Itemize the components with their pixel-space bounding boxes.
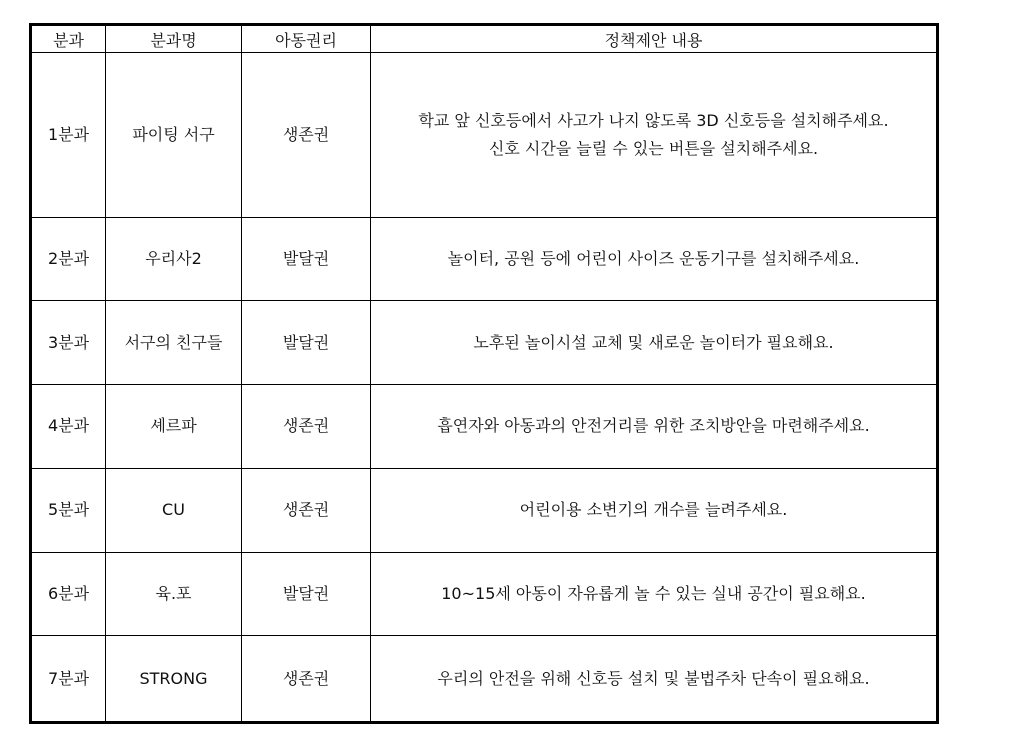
table-row <box>31 217 938 301</box>
division-cell: 2분과 <box>31 217 106 301</box>
division-cell: 4분과 <box>31 385 106 469</box>
division-name-cell: 우리사2 <box>106 217 242 301</box>
table-row <box>31 301 938 385</box>
header-division: 분과 <box>31 25 106 53</box>
division-name-cell: STRONG <box>106 636 242 723</box>
division-cell: 3분과 <box>31 301 106 385</box>
proposal-line: 노후된 놀이시설 교체 및 새로운 놀이터가 필요해요. <box>473 332 834 352</box>
proposal-line: 놀이터, 공원 등에 어린이 사이즈 운동기구를 설치해주세요. <box>447 248 860 268</box>
proposal-cell <box>371 636 938 723</box>
proposal-line: 10~15세 아동이 자유롭게 놀 수 있는 실내 공간이 필요해요. <box>441 583 866 603</box>
proposal-cell <box>371 552 938 636</box>
policy-proposal-table <box>29 23 939 724</box>
header-child-right: 아동권리 <box>242 25 371 53</box>
table-row <box>31 468 938 552</box>
proposal-cell <box>371 468 938 552</box>
division-name-cell: 서구의 친구들 <box>106 301 242 385</box>
division-cell: 1분과 <box>31 53 106 218</box>
table-row <box>31 385 938 469</box>
proposal-line: 흡연자와 아동과의 안전거리를 위한 조치방안을 마련해주세요. <box>437 416 870 436</box>
proposal-line: 신호 시간을 늘릴 수 있는 버튼을 설치해주세요. <box>488 138 819 158</box>
child-right-cell: 발달권 <box>242 552 371 636</box>
header-division-name: 분과명 <box>106 25 242 53</box>
child-right-cell: 발달권 <box>242 301 371 385</box>
proposal-cell <box>371 53 938 218</box>
header-row <box>31 25 938 53</box>
policy-proposal-table-wrapper <box>29 23 936 724</box>
table-row <box>31 636 938 723</box>
child-right-cell: 생존권 <box>242 636 371 723</box>
proposal-line: 어린이용 소변기의 개수를 늘려주세요. <box>519 500 788 520</box>
division-name-cell: 셰르파 <box>106 385 242 469</box>
proposal-cell <box>371 217 938 301</box>
child-right-cell: 생존권 <box>242 53 371 218</box>
table-body <box>31 53 938 723</box>
table-row <box>31 53 938 218</box>
division-cell: 6분과 <box>31 552 106 636</box>
header-proposal: 정책제안 내용 <box>371 25 938 53</box>
proposal-cell <box>371 301 938 385</box>
child-right-cell: 생존권 <box>242 468 371 552</box>
proposal-cell <box>371 385 938 469</box>
division-name-cell: 육.포 <box>106 552 242 636</box>
division-name-cell: 파이팅 서구 <box>106 53 242 218</box>
division-name-cell: CU <box>106 468 242 552</box>
proposal-line: 우리의 안전을 위해 신호등 설치 및 불법주차 단속이 필요해요. <box>437 668 870 688</box>
proposal-line: 학교 앞 신호등에서 사고가 나지 않도록 3D 신호등을 설치해주세요. <box>418 110 889 130</box>
child-right-cell: 생존권 <box>242 385 371 469</box>
child-right-cell: 발달권 <box>242 217 371 301</box>
table-row <box>31 552 938 636</box>
division-cell: 5분과 <box>31 468 106 552</box>
division-cell: 7분과 <box>31 636 106 723</box>
